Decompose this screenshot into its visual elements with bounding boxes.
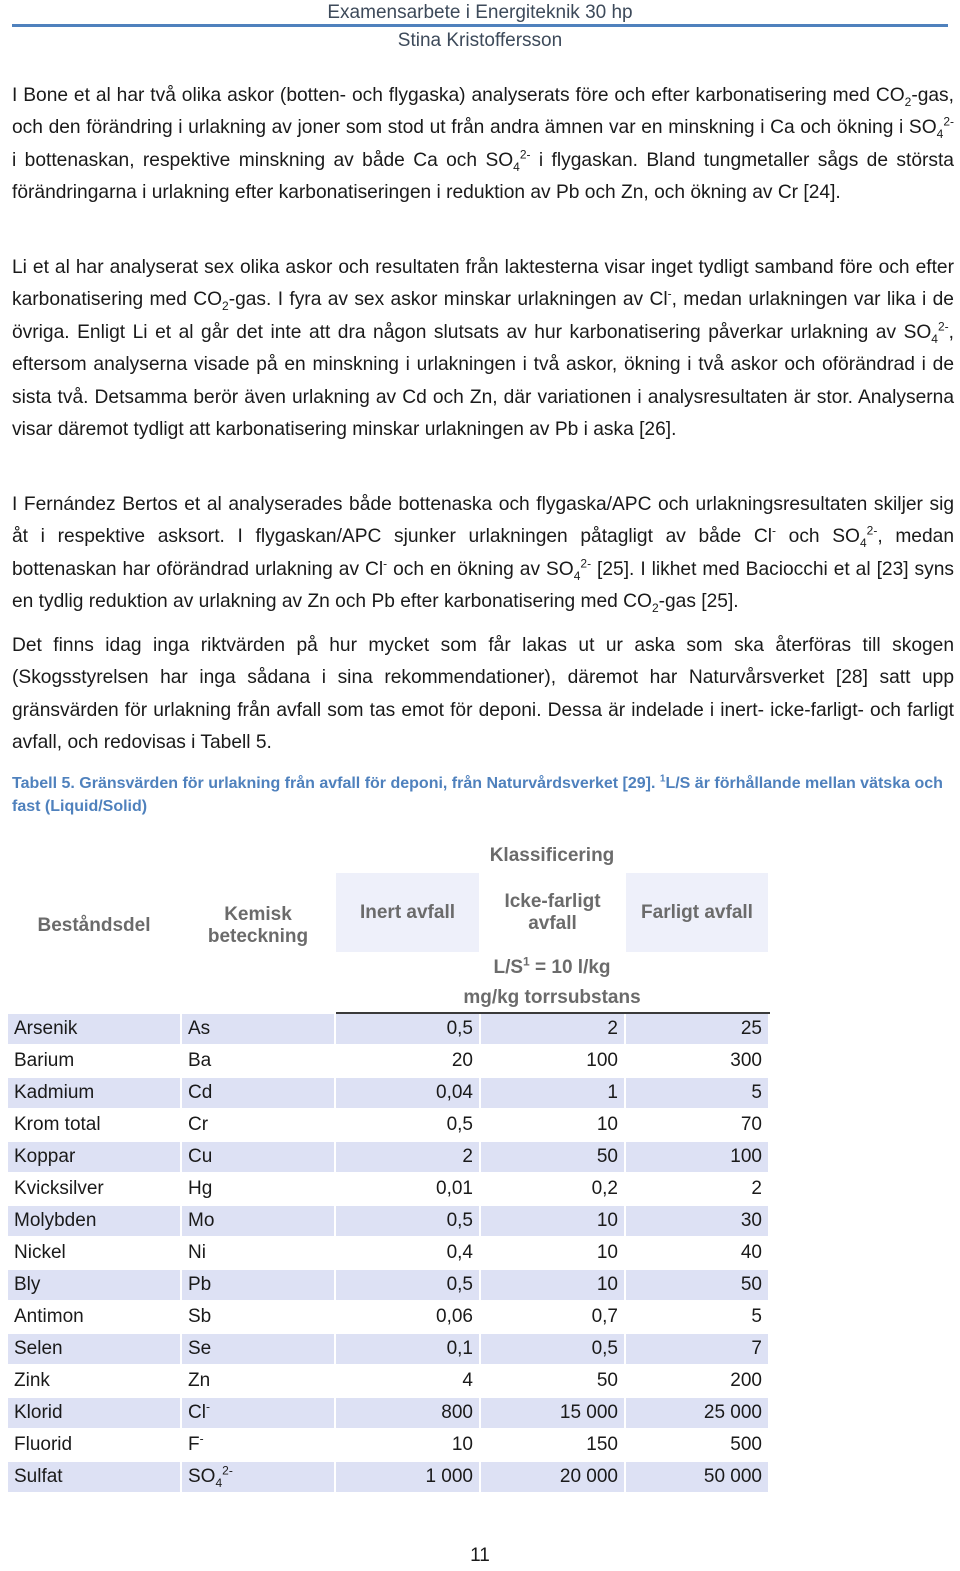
superscript: 2- <box>866 524 878 539</box>
cell-symbol-text: SO <box>188 1466 216 1487</box>
text-run: , eftersom analyserna visade på en minskning i urlakningen i två askor, ökning i två askor och oförändrad i de sista två. Detsamma berör även urlakning av Cd och Zn, där variationen i analysresultaten är stor. Analyserna visar däremot tydligt att karbonatisering minskar urlakningen av Pb i aska [26]. <box>12 321 954 441</box>
cell-nonhazardous-text: 0,2 <box>591 1178 618 1199</box>
table-row <box>7 1333 769 1365</box>
cell-hazardous-text: 50 <box>740 1274 762 1295</box>
text-run: i flygaskan. Bland tungmetaller sågs de största förändringarna i urlakning efter karbonatiseringen i reduktion av Pb och Zn, och ökning av Cr [24]. <box>12 149 954 204</box>
cell-component-text: Kadmium <box>14 1082 95 1103</box>
cell-symbol <box>181 1269 335 1301</box>
cell-nonhazardous <box>480 1269 625 1301</box>
caption-text: L/S är förhållande mellan vätska och fast (Liquid/Solid) <box>12 775 943 815</box>
cell-component <box>7 1173 181 1205</box>
cell-nonhazardous <box>480 1365 625 1397</box>
table-row <box>7 1237 769 1269</box>
cell-hazardous <box>625 1429 769 1461</box>
text-run: I Fernández Bertos et al analyserades både bottenaska och flygaska/APC och urlakningsresultaten skiljer sig åt i respektive asksort. I flygaskan/APC sjunker urlakningen påtagligt av både Cl <box>12 494 954 548</box>
cell-component-text: Antimon <box>14 1306 84 1327</box>
cell-component-text: Koppar <box>14 1146 76 1167</box>
superscript: - <box>205 1399 210 1414</box>
cell-inert <box>335 1077 480 1109</box>
subscript: 4 <box>215 1475 223 1490</box>
cell-component-text: Nickel <box>14 1242 66 1263</box>
unit-text: = 10 l/kg <box>529 957 611 979</box>
cell-inert <box>335 1109 480 1141</box>
cell-component <box>7 1077 181 1109</box>
cell-inert-text: 0,5 <box>446 1210 473 1231</box>
cell-component-text: Kvicksilver <box>14 1178 104 1199</box>
cell-nonhazardous <box>480 1141 625 1173</box>
paragraph-riktvarden: Det finns idag inga riktvärden på hur mycket som får lakas ut ur aska som ska återföras till skogen (Skogsstyrelsen har inga sådana i sina rekommendationer), däremot har Naturvårsverket [28] satt upp gränsvärden för urlakning från avfall som tas emot för deponi. Dessa är indelade i inert- icke-farligt- och farligt avfall, och redovisas i Tabell 5. <box>12 635 954 754</box>
cell-nonhazardous <box>480 1045 625 1077</box>
cell-nonhazardous <box>480 1013 625 1045</box>
cell-inert-text: 0,1 <box>446 1338 473 1359</box>
cell-nonhazardous-text: 10 <box>596 1210 618 1231</box>
cell-hazardous <box>625 1397 769 1429</box>
header-rule <box>12 24 948 27</box>
cell-hazardous <box>625 1109 769 1141</box>
text-run: I Bone et al har två olika askor (botten- och flygaska) analyserats före och efter karbonatisering med CO <box>12 85 905 106</box>
cell-hazardous-text: 7 <box>751 1338 762 1359</box>
cell-symbol-text: Cr <box>188 1114 209 1135</box>
header-unit-mg: mg/kg torrsubstans <box>335 984 769 1013</box>
cell-hazardous-text: 30 <box>740 1210 762 1231</box>
cell-inert <box>335 1269 480 1301</box>
header-hazardous: Farligt avfall <box>625 872 769 953</box>
cell-inert <box>335 1333 480 1365</box>
cell-inert <box>335 1205 480 1237</box>
cell-component <box>7 1429 181 1461</box>
cell-nonhazardous-text: 20 000 <box>559 1466 618 1487</box>
cell-symbol <box>181 1045 335 1077</box>
cell-nonhazardous <box>480 1173 625 1205</box>
cell-inert <box>335 1141 480 1173</box>
cell-hazardous-text: 300 <box>730 1050 762 1071</box>
cell-nonhazardous <box>480 1429 625 1461</box>
table-row <box>7 1461 769 1493</box>
table-row <box>7 1141 769 1173</box>
cell-hazardous <box>625 1141 769 1173</box>
cell-component <box>7 1461 181 1493</box>
cell-component <box>7 1237 181 1269</box>
cell-hazardous-text: 70 <box>740 1114 762 1135</box>
header-component: Beståndsdel <box>7 839 181 1013</box>
cell-nonhazardous <box>480 1109 625 1141</box>
cell-hazardous-text: 40 <box>740 1242 762 1263</box>
cell-nonhazardous <box>480 1077 625 1109</box>
cell-component-text: Klorid <box>14 1402 63 1423</box>
cell-hazardous <box>625 1333 769 1365</box>
limits-table <box>6 838 770 1494</box>
cell-nonhazardous <box>480 1333 625 1365</box>
superscript: 2- <box>580 556 592 571</box>
cell-nonhazardous-text: 10 <box>596 1114 618 1135</box>
superscript: - <box>383 556 388 571</box>
cell-component <box>7 1365 181 1397</box>
text-run: -gas [25]. <box>658 591 739 613</box>
superscript: 2- <box>222 1463 233 1478</box>
cell-symbol-text: Pb <box>188 1274 212 1295</box>
table-caption <box>12 772 954 818</box>
cell-symbol <box>181 1365 335 1397</box>
header-title: Examensarbete i Energiteknik 30 hp <box>327 2 633 23</box>
cell-inert <box>335 1237 480 1269</box>
text-run: -gas. I fyra av sex askor minskar urlakningen av Cl <box>228 289 668 311</box>
cell-hazardous <box>625 1013 769 1045</box>
subscript: 2 <box>222 299 229 314</box>
cell-component-text: Zink <box>14 1370 50 1391</box>
subscript: 2 <box>651 601 659 616</box>
subscript: 4 <box>513 159 520 174</box>
cell-hazardous-text: 500 <box>730 1434 762 1455</box>
cell-component <box>7 1397 181 1429</box>
cell-symbol <box>181 1141 335 1173</box>
paragraph-fernandez <box>12 489 954 619</box>
cell-hazardous <box>625 1045 769 1077</box>
cell-hazardous <box>625 1077 769 1109</box>
cell-inert-text: 4 <box>462 1370 473 1391</box>
cell-symbol-text: Zn <box>188 1370 211 1391</box>
cell-hazardous-text: 25 000 <box>703 1402 762 1423</box>
cell-inert-text: 10 <box>451 1434 473 1455</box>
header-unit-ls <box>335 953 769 984</box>
cell-nonhazardous <box>480 1397 625 1429</box>
cell-symbol-text: Cd <box>188 1082 213 1103</box>
cell-inert <box>335 1301 480 1333</box>
cell-hazardous <box>625 1365 769 1397</box>
cell-inert-text: 0,04 <box>436 1082 473 1103</box>
cell-hazardous-text: 100 <box>730 1146 762 1167</box>
cell-nonhazardous <box>480 1205 625 1237</box>
cell-nonhazardous <box>480 1301 625 1333</box>
cell-inert-text: 0,5 <box>446 1114 473 1135</box>
cell-component-text: Selen <box>14 1338 63 1359</box>
cell-component-text: Sulfat <box>14 1466 63 1487</box>
text-run: -gas, och den förändring i urlakning av joner som stod ut från andra ämnen var en minskning i Ca och ökning i SO <box>12 85 954 139</box>
cell-nonhazardous-text: 10 <box>596 1242 618 1263</box>
cell-nonhazardous-text: 2 <box>607 1018 618 1039</box>
cell-hazardous-text: 50 000 <box>703 1466 762 1487</box>
cell-component-text: Fluorid <box>14 1434 73 1455</box>
cell-symbol <box>181 1429 335 1461</box>
table-row <box>7 1397 769 1429</box>
subscript: 2 <box>904 94 912 109</box>
page-number: 11 <box>470 1545 490 1566</box>
cell-symbol-text: Hg <box>188 1178 213 1199</box>
cell-symbol-text: Mo <box>188 1210 215 1231</box>
table-row <box>7 1365 769 1397</box>
paragraph-bone <box>12 80 954 210</box>
cell-nonhazardous <box>480 1237 625 1269</box>
cell-hazardous <box>625 1173 769 1205</box>
cell-symbol-text: Se <box>188 1338 212 1359</box>
superscript: 1 <box>659 773 666 785</box>
text-run: , medan bottenaskan har oförändrad urlakning av Cl <box>12 526 954 580</box>
cell-inert-text: 1 000 <box>425 1466 473 1487</box>
text-run: i bottenaskan, respektive minskning av både Ca och SO <box>12 149 514 171</box>
cell-symbol <box>181 1397 335 1429</box>
cell-component <box>7 1205 181 1237</box>
cell-symbol <box>181 1205 335 1237</box>
cell-component <box>7 1109 181 1141</box>
cell-component-text: Bly <box>14 1274 41 1295</box>
cell-hazardous-text: 5 <box>751 1306 762 1327</box>
unit-text: L/S <box>493 957 524 979</box>
cell-component <box>7 1269 181 1301</box>
table-row <box>7 1205 769 1237</box>
cell-inert-text: 0,5 <box>446 1274 473 1295</box>
superscript: - <box>199 1431 204 1446</box>
cell-hazardous <box>625 1269 769 1301</box>
cell-symbol <box>181 1461 335 1493</box>
table-row <box>7 1269 769 1301</box>
table-body <box>7 1013 769 1493</box>
table-row <box>7 1013 769 1045</box>
cell-nonhazardous-text: 50 <box>596 1370 618 1391</box>
cell-symbol <box>181 1301 335 1333</box>
cell-symbol-text: Cl <box>188 1402 206 1423</box>
cell-symbol <box>181 1173 335 1205</box>
cell-hazardous <box>625 1461 769 1493</box>
cell-hazardous <box>625 1301 769 1333</box>
header-symbol: Kemisk beteckning <box>181 839 335 1013</box>
header-author: Stina Kristoffersson <box>397 30 563 51</box>
cell-inert <box>335 1397 480 1429</box>
cell-hazardous-text: 25 <box>740 1018 762 1039</box>
cell-component <box>7 1333 181 1365</box>
cell-symbol-text: Sb <box>188 1306 212 1327</box>
cell-nonhazardous-text: 0,5 <box>591 1338 618 1359</box>
cell-hazardous-text: 200 <box>730 1370 762 1391</box>
cell-inert-text: 20 <box>451 1050 473 1071</box>
cell-nonhazardous-text: 50 <box>596 1146 618 1167</box>
cell-symbol <box>181 1109 335 1141</box>
header-nonhazardous: Icke-farligt avfall <box>480 872 625 953</box>
cell-inert-text: 0,01 <box>436 1178 473 1199</box>
cell-nonhazardous-text: 0,7 <box>591 1306 618 1327</box>
superscript: 2- <box>937 319 949 334</box>
cell-component-text: Krom total <box>14 1114 101 1135</box>
cell-component <box>7 1141 181 1173</box>
cell-hazardous <box>625 1205 769 1237</box>
subscript: 4 <box>931 331 938 346</box>
superscript: 1 <box>523 955 530 970</box>
cell-symbol <box>181 1077 335 1109</box>
table-row <box>7 1429 769 1461</box>
header-group: Klassificering <box>335 839 769 872</box>
cell-hazardous <box>625 1237 769 1269</box>
cell-inert <box>335 1429 480 1461</box>
table-row <box>7 1077 769 1109</box>
cell-inert-text: 0,4 <box>446 1242 473 1263</box>
text-run: och SO <box>775 526 860 548</box>
superscript: 2- <box>519 147 531 162</box>
cell-nonhazardous <box>480 1461 625 1493</box>
cell-symbol-text: F <box>188 1434 200 1455</box>
cell-inert-text: 800 <box>441 1402 473 1423</box>
cell-component-text: Barium <box>14 1050 75 1071</box>
cell-nonhazardous-text: 1 <box>607 1082 618 1103</box>
header-inert: Inert avfall <box>335 872 480 953</box>
cell-hazardous-text: 5 <box>751 1082 762 1103</box>
cell-hazardous-text: 2 <box>751 1178 762 1199</box>
subscript: 4 <box>936 127 944 142</box>
cell-symbol-text: Ba <box>188 1050 212 1071</box>
caption-text: Tabell 5. Gränsvärden för urlakning från avfall för deponi, från Naturvårdsverket [29]. <box>12 775 660 792</box>
cell-inert <box>335 1045 480 1077</box>
text-run: Li et al har analyserat sex olika askor och resultaten från laktesterna visar inget tydligt samband före och efter karbonatisering med CO <box>12 257 954 311</box>
subscript: 4 <box>859 536 867 551</box>
cell-inert <box>335 1173 480 1205</box>
cell-component-text: Molybden <box>14 1210 97 1231</box>
cell-inert <box>335 1365 480 1397</box>
cell-nonhazardous-text: 10 <box>596 1274 618 1295</box>
superscript: - <box>771 524 776 539</box>
cell-component <box>7 1045 181 1077</box>
cell-inert-text: 0,5 <box>446 1018 473 1039</box>
table-row <box>7 1109 769 1141</box>
cell-inert <box>335 1461 480 1493</box>
subscript: 4 <box>573 568 581 583</box>
table-row <box>7 1301 769 1333</box>
cell-inert-text: 2 <box>462 1146 473 1167</box>
cell-symbol-text: Cu <box>188 1146 213 1167</box>
cell-symbol-text: As <box>188 1018 211 1039</box>
paragraph-li <box>12 252 954 446</box>
cell-nonhazardous-text: 150 <box>586 1434 618 1455</box>
superscript: - <box>667 287 672 302</box>
cell-component <box>7 1013 181 1045</box>
table-row <box>7 1045 769 1077</box>
cell-nonhazardous-text: 100 <box>586 1050 618 1071</box>
cell-inert-text: 0,06 <box>436 1306 473 1327</box>
cell-nonhazardous-text: 15 000 <box>559 1402 618 1423</box>
cell-component <box>7 1301 181 1333</box>
cell-symbol <box>181 1333 335 1365</box>
text-run: , medan urlakningen var lika i de övriga. Enligt Li et al går det inte att dra någon slutsats av hur karbonatisering påverkar urlakning av SO <box>12 289 954 343</box>
table-row <box>7 1173 769 1205</box>
cell-symbol <box>181 1237 335 1269</box>
cell-symbol <box>181 1013 335 1045</box>
superscript: 2- <box>943 115 954 130</box>
cell-symbol-text: Ni <box>188 1242 206 1263</box>
text-run: och en ökning av SO <box>387 558 574 580</box>
cell-inert <box>335 1013 480 1045</box>
text-run: [25]. I likhet med Baciocchi et al [23] syns en tydlig reduktion av urlakning av Zn och Pb efter karbonatisering med CO <box>12 558 954 613</box>
cell-component-text: Arsenik <box>14 1018 78 1039</box>
